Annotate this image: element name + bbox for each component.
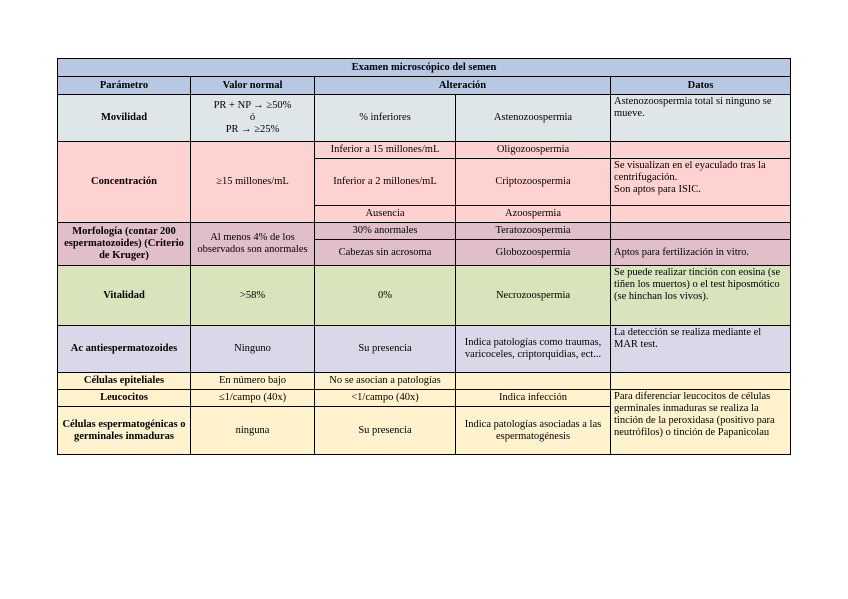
- alt-morfologia-2b: Globozoospermia: [456, 240, 611, 266]
- valor-germinales: ninguna: [191, 407, 315, 455]
- valor-movilidad-line2: ó: [249, 112, 256, 123]
- datos-movilidad: Astenozoospermia total si ninguno se mueve.: [611, 95, 791, 142]
- alt-concentracion-2a: Inferior a 2 millones/mL: [315, 159, 456, 206]
- alt-morfologia-1a: 30% anormales: [315, 223, 456, 240]
- datos-epiteliales: [611, 373, 791, 390]
- alt-germinales-1: Su presencia: [315, 407, 456, 455]
- param-concentracion: Concentración: [58, 142, 191, 223]
- alt-vitalidad-1: 0%: [315, 266, 456, 326]
- datos-vitalidad: Se puede realizar tinción con eosina (se tiñen los muertos) o el test hiposmótico (se hinchan los vivos).: [611, 266, 791, 326]
- alt-ac-2: Indica patologías como traumas, varicoceles, criptorquidias, ect...: [456, 326, 611, 373]
- valor-movilidad: [191, 95, 315, 142]
- alt-morfologia-2a: Cabezas sin acrosoma: [315, 240, 456, 266]
- datos-concentracion-2: [611, 159, 791, 206]
- param-epiteliales: Células epiteliales: [58, 373, 191, 390]
- valor-leucocitos: ≤1/campo (40x): [191, 390, 315, 407]
- row-concentracion-1: [58, 142, 791, 159]
- header-alteracion: Alteración: [315, 77, 611, 95]
- alt-leucocitos-2: Indica infección: [456, 390, 611, 407]
- title-row: [58, 59, 791, 77]
- row-movilidad: [58, 95, 791, 142]
- alt-concentracion-3a: Ausencia: [315, 206, 456, 223]
- valor-morfologia: Al menos 4% de los observados son anormales: [191, 223, 315, 266]
- alt-morfologia-1b: Teratozoospermia: [456, 223, 611, 240]
- alt-epiteliales-2: [456, 373, 611, 390]
- row-epiteliales: [58, 373, 791, 390]
- datos-concentracion-3: [611, 206, 791, 223]
- alt-concentracion-3b: Azoospermia: [456, 206, 611, 223]
- param-leucocitos: Leucocitos: [58, 390, 191, 407]
- row-vitalidad: [58, 266, 791, 326]
- semen-exam-table: [57, 58, 791, 455]
- alt-epiteliales-1: No se asocian a patologías: [315, 373, 456, 390]
- alt-germinales-2: Indica patologías asociadas a las espermatogénesis: [456, 407, 611, 455]
- alt-concentracion-1b: Oligozoospermia: [456, 142, 611, 159]
- alt-ac-1: Su presencia: [315, 326, 456, 373]
- row-ac: [58, 326, 791, 373]
- datos-concentracion-1: [611, 142, 791, 159]
- datos-leucocitos: Para diferenciar leucocitos de células germinales inmaduras se realiza la tinción de la peroxidasa (positivo para neutrófilos) o tinción de Papanicolau: [611, 390, 791, 455]
- param-morfologia: Morfología (contar 200 espermatozoides) (Criterio de Kruger): [58, 223, 191, 266]
- valor-movilidad-line3: PR → ≥25%: [225, 124, 280, 135]
- param-germinales: Células espermatogénicas o germinales inmaduras: [58, 407, 191, 455]
- param-ac: Ac antiespermatozoides: [58, 326, 191, 373]
- row-leucocitos: [58, 390, 791, 407]
- alt-concentracion-2b: Criptozoospermia: [456, 159, 611, 206]
- valor-ac: Ninguno: [191, 326, 315, 373]
- alt-vitalidad-2: Necrozoospermia: [456, 266, 611, 326]
- row-morfologia-1: [58, 223, 791, 240]
- datos-morfologia-1: [611, 223, 791, 240]
- param-movilidad: Movilidad: [58, 95, 191, 142]
- table-title: Examen microscópico del semen: [58, 59, 791, 77]
- datos-concentracion-2-line2: Son aptos para ISIC.: [614, 184, 701, 195]
- header-parametro: Parámetro: [58, 77, 191, 95]
- param-vitalidad: Vitalidad: [58, 266, 191, 326]
- datos-morfologia-2: Aptos para fertilización in vitro.: [611, 240, 791, 266]
- alt-concentracion-1a: Inferior a 15 millones/mL: [315, 142, 456, 159]
- alt-movilidad-1: % inferiores: [315, 95, 456, 142]
- valor-concentracion: ≥15 millones/mL: [191, 142, 315, 223]
- valor-epiteliales: En número bajo: [191, 373, 315, 390]
- header-valor: Valor normal: [191, 77, 315, 95]
- datos-ac: La detección se realiza mediante el MAR test.: [611, 326, 791, 373]
- valor-vitalidad: >58%: [191, 266, 315, 326]
- alt-movilidad-2: Astenozoospermia: [456, 95, 611, 142]
- header-datos: Datos: [611, 77, 791, 95]
- valor-movilidad-line1: PR + NP → ≥50%: [213, 100, 292, 111]
- datos-concentracion-2-line1: Se visualizan en el eyaculado tras la centrifugación.: [614, 160, 766, 183]
- header-row: [58, 77, 791, 95]
- alt-leucocitos-1: <1/campo (40x): [315, 390, 456, 407]
